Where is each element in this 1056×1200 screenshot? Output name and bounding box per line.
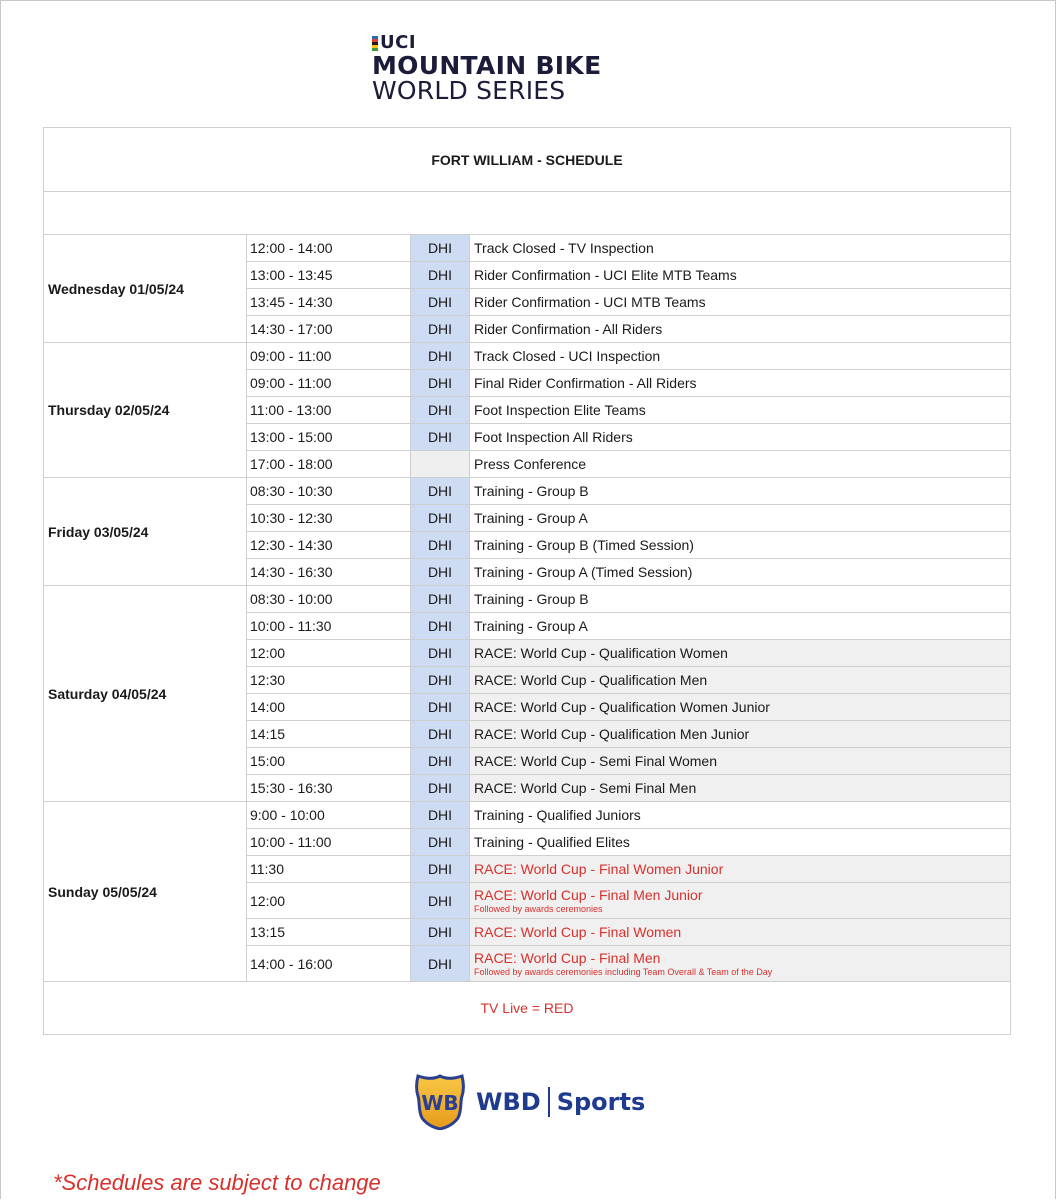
event-cell [470,721,1010,747]
day-rows [247,802,1010,981]
day-block [44,478,1010,586]
event-title: Track Closed - UCI Inspection [474,348,661,364]
time-cell: 13:45 - 14:30 [247,289,411,315]
discipline-cell: DHI [411,919,470,945]
time-cell: 13:00 - 13:45 [247,262,411,288]
time-cell: 12:00 [247,883,411,918]
logo-line-world-series: WORLD SERIES [372,76,566,105]
event-title: Rider Confirmation - All Riders [474,321,663,337]
event-cell [470,478,1010,504]
event-title: RACE: World Cup - Semi Final Men [474,780,697,796]
table-row [247,883,1010,919]
event-cell [470,694,1010,720]
day-block [44,235,1010,343]
table-row [247,532,1010,559]
table-row [247,451,1010,477]
discipline-cell: DHI [411,748,470,774]
time-cell: 12:30 [247,667,411,693]
event-cell [470,919,1010,945]
discipline-cell: DHI [411,262,470,288]
day-rows [247,235,1010,342]
time-cell: 14:30 - 17:00 [247,316,411,342]
table-row [247,235,1010,262]
event-cell [470,262,1010,288]
event-title: RACE: World Cup - Qualification Men [474,672,708,688]
discipline-cell: DHI [411,829,470,855]
discipline-cell: DHI [411,613,470,639]
event-cell [470,235,1010,261]
event-title: Training - Qualified Elites [474,834,630,850]
time-cell: 11:30 [247,856,411,882]
day-block [44,802,1010,982]
discipline-cell: DHI [411,559,470,585]
schedule-title: FORT WILLIAM - SCHEDULE [44,128,1010,192]
event-title: Training - Group B [474,591,589,607]
discipline-cell [411,451,470,477]
event-title: Rider Confirmation - UCI Elite MTB Teams [474,267,737,283]
event-cell [470,883,1010,918]
table-row [247,721,1010,748]
event-cell [470,559,1010,585]
discipline-cell: DHI [411,640,470,666]
event-title: RACE: World Cup - Qualification Women [474,645,728,661]
discipline-cell: DHI [411,946,470,981]
table-row [247,370,1010,397]
event-cell [470,829,1010,855]
wbd-brand: WBD [476,1088,541,1116]
event-title: Training - Group A [474,618,588,634]
table-row [247,694,1010,721]
time-cell: 15:00 [247,748,411,774]
discipline-cell: DHI [411,667,470,693]
time-cell: 12:00 - 14:00 [247,235,411,261]
event-cell [470,532,1010,558]
event-cell [470,802,1010,828]
event-title: Foot Inspection All Riders [474,429,633,445]
time-cell: 08:30 - 10:00 [247,586,411,612]
event-cell [470,667,1010,693]
table-row [247,505,1010,532]
discipline-cell: DHI [411,397,470,423]
discipline-cell: DHI [411,370,470,396]
table-row [247,397,1010,424]
discipline-cell: DHI [411,775,470,801]
event-title: Press Conference [474,456,587,472]
discipline-cell: DHI [411,586,470,612]
event-cell [470,505,1010,531]
schedule-disclaimer: *Schedules are subject to change [53,1170,381,1195]
day-block [44,586,1010,802]
day-label: Thursday 02/05/24 [44,343,247,477]
wb-shield-icon [414,1074,466,1130]
table-row [247,262,1010,289]
table-row [247,829,1010,856]
event-title: Rider Confirmation - UCI MTB Teams [474,294,706,310]
event-cell [470,451,1010,477]
event-title: RACE: World Cup - Final Women Junior [474,861,724,877]
event-title: Training - Group A [474,510,588,526]
time-cell: 13:00 - 15:00 [247,424,411,450]
logo-line-mountain-bike: MOUNTAIN BIKE [372,51,602,80]
discipline-cell: DHI [411,802,470,828]
discipline-cell: DHI [411,343,470,369]
event-title: Training - Group B [474,483,589,499]
table-row [247,343,1010,370]
time-cell: 12:00 [247,640,411,666]
table-row [247,640,1010,667]
day-label: Saturday 04/05/24 [44,586,247,801]
event-cell [470,586,1010,612]
time-cell: 10:00 - 11:00 [247,829,411,855]
time-cell: 15:30 - 16:30 [247,775,411,801]
event-cell [470,640,1010,666]
discipline-cell: DHI [411,478,470,504]
uci-mtb-world-series-logo [372,34,692,104]
table-row [247,478,1010,505]
event-note: Followed by awards ceremonies including Team Overall & Team of the Day [474,967,773,977]
event-title: Foot Inspection Elite Teams [474,402,646,418]
time-cell: 10:00 - 11:30 [247,613,411,639]
table-row [247,424,1010,451]
schedule-days [44,235,1010,982]
discipline-cell: DHI [411,883,470,918]
schedule-table [43,127,1011,1035]
event-title: RACE: World Cup - Final Women [474,924,682,940]
event-cell [470,397,1010,423]
day-label: Wednesday 01/05/24 [44,235,247,342]
event-title: RACE: World Cup - Final Men Junior [474,887,703,903]
table-row [247,586,1010,613]
event-title: RACE: World Cup - Qualification Women Junior [474,699,770,715]
table-row [247,316,1010,342]
event-title: RACE: World Cup - Qualification Men Junior [474,726,750,742]
time-cell: 10:30 - 12:30 [247,505,411,531]
event-cell [470,748,1010,774]
day-block [44,343,1010,478]
event-title: Track Closed - TV Inspection [474,240,654,256]
event-title: Training - Group B (Timed Session) [474,537,694,553]
table-row [247,559,1010,585]
event-title: RACE: World Cup - Final Men [474,950,661,966]
wbd-sports-label: Sports [556,1088,646,1116]
event-cell [470,289,1010,315]
day-rows [247,343,1010,477]
day-rows [247,586,1010,801]
discipline-cell: DHI [411,289,470,315]
event-cell [470,424,1010,450]
time-cell: 14:00 - 16:00 [247,946,411,981]
time-cell: 9:00 - 10:00 [247,802,411,828]
day-label: Sunday 05/05/24 [44,802,247,981]
time-cell: 14:30 - 16:30 [247,559,411,585]
time-cell: 08:30 - 10:30 [247,478,411,504]
event-title: Training - Qualified Juniors [474,807,641,823]
event-title: Training - Group A (Timed Session) [474,564,693,580]
event-cell [470,613,1010,639]
blank-row [44,192,1010,235]
event-title: RACE: World Cup - Semi Final Women [474,753,717,769]
discipline-cell: DHI [411,424,470,450]
table-row [247,667,1010,694]
time-cell: 12:30 - 14:30 [247,532,411,558]
discipline-cell: DHI [411,856,470,882]
discipline-cell: DHI [411,505,470,531]
event-note: Followed by awards ceremonies [474,904,603,914]
uci-rainbow-stripes [372,36,378,51]
discipline-cell: DHI [411,316,470,342]
day-rows [247,478,1010,585]
table-row [247,775,1010,801]
table-row [247,289,1010,316]
discipline-cell: DHI [411,694,470,720]
table-row [247,802,1010,829]
discipline-cell: DHI [411,235,470,261]
time-cell: 13:15 [247,919,411,945]
uci-wordmark: UCI [380,32,417,53]
time-cell: 09:00 - 11:00 [247,370,411,396]
event-cell [470,316,1010,342]
shield-letters: WB [421,1091,459,1115]
table-row [247,856,1010,883]
time-cell: 11:00 - 13:00 [247,397,411,423]
time-cell: 14:00 [247,694,411,720]
table-row [247,946,1010,981]
time-cell: 17:00 - 18:00 [247,451,411,477]
table-row [247,919,1010,946]
event-cell [470,946,1010,981]
wbd-divider [548,1087,550,1117]
tv-live-legend: TV Live = RED [480,1000,574,1016]
time-cell: 14:15 [247,721,411,747]
table-row [247,748,1010,775]
event-title: Final Rider Confirmation - All Riders [474,375,697,391]
event-cell [470,343,1010,369]
discipline-cell: DHI [411,721,470,747]
day-label: Friday 03/05/24 [44,478,247,585]
event-cell [470,856,1010,882]
time-cell: 09:00 - 11:00 [247,343,411,369]
event-cell [470,370,1010,396]
wbd-sports-logo [414,1074,645,1130]
event-cell [470,775,1010,801]
table-row [247,613,1010,640]
discipline-cell: DHI [411,532,470,558]
